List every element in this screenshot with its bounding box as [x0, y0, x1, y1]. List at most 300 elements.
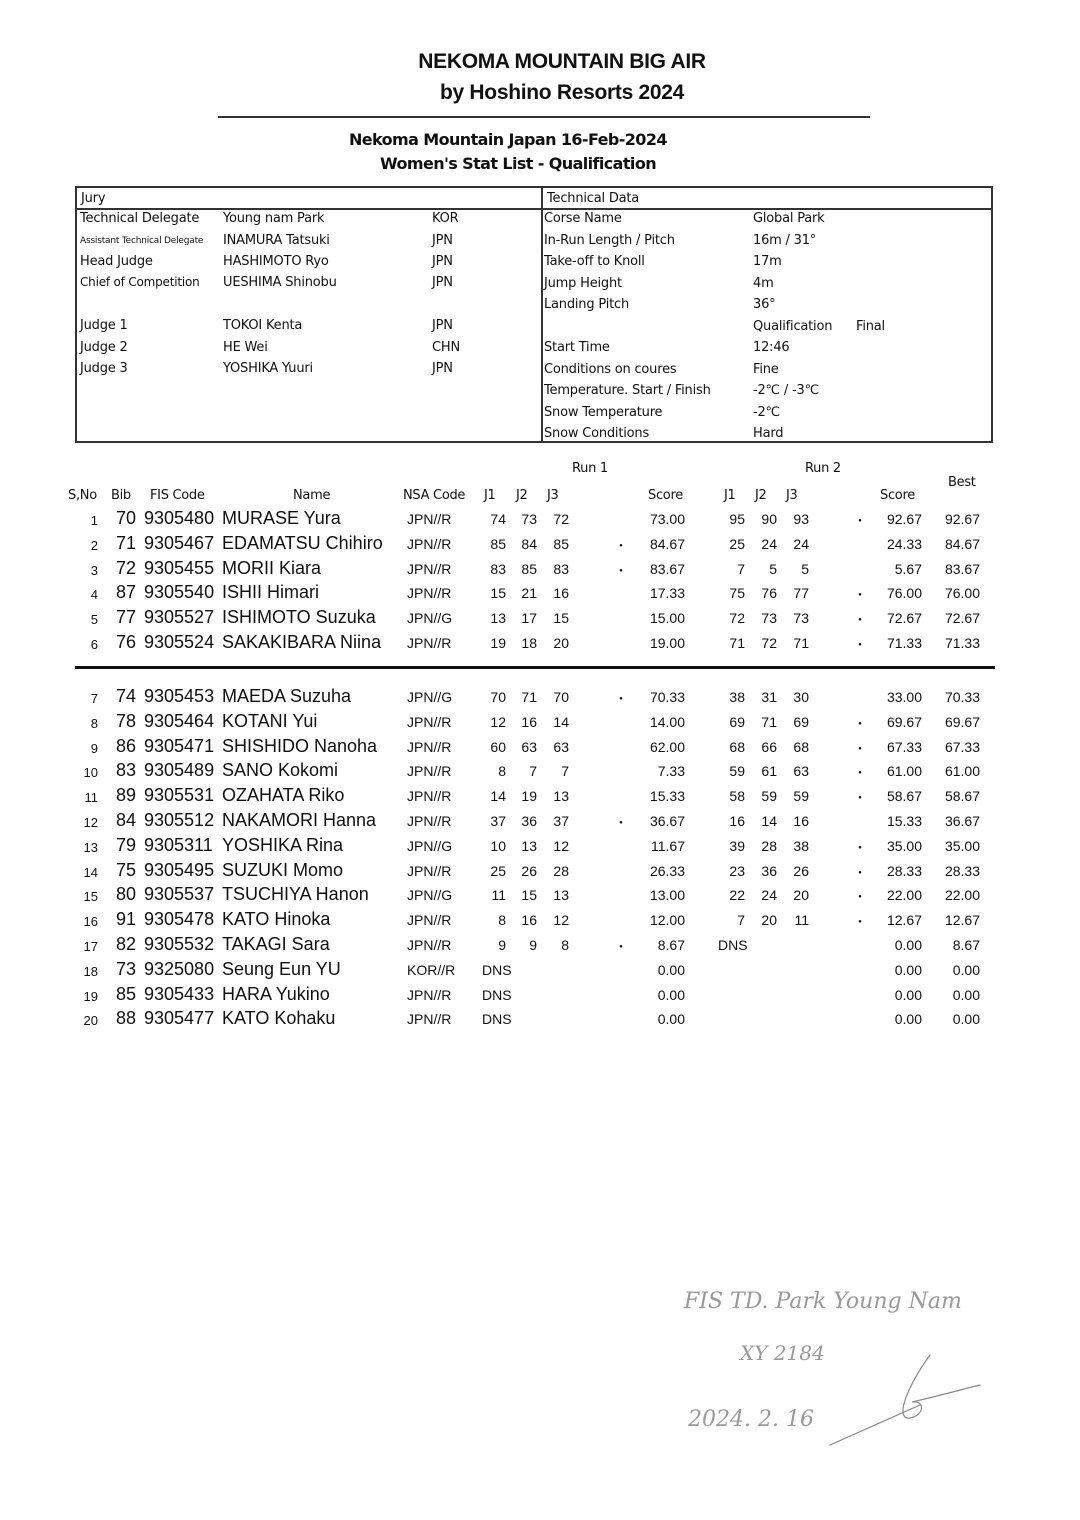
run2-judge-score: 68 [729, 738, 745, 755]
jury-member-nation: JPN [432, 233, 453, 248]
run1-judge-score: 11 [491, 887, 506, 904]
fis-code: 9305527 [144, 607, 215, 628]
bib-number: 75 [115, 859, 136, 880]
run2-judge-score: 71 [793, 635, 809, 651]
nsa-code: JPN//G [407, 689, 453, 705]
run2-score: 92.67 [886, 511, 922, 527]
run2-score: 0.00 [894, 961, 922, 978]
run2-score: 72.67 [886, 610, 922, 627]
athlete-name: YOSHIKA Rina [222, 834, 344, 855]
run2-judge-score: 71 [761, 713, 777, 730]
bib-number: 73 [115, 958, 136, 979]
result-row [0, 711, 1080, 735]
fis-code: 9305453 [144, 686, 215, 706]
run1-score: 19.00 [649, 635, 685, 651]
nsa-code: JPN//R [407, 763, 452, 780]
best-score: 84.67 [944, 535, 980, 552]
best-score: 35.00 [944, 837, 980, 854]
nsa-code: JPN//G [407, 610, 453, 627]
run1-header: Run 1 [572, 461, 608, 476]
run2-score: 76.00 [886, 585, 922, 602]
run2-judge-score: 63 [793, 763, 809, 780]
run2-judge-score: 71 [729, 635, 745, 651]
run2-judge-score: 58 [729, 788, 745, 805]
run2-judge-score: 95 [729, 511, 745, 527]
bib-number: 70 [115, 508, 136, 528]
run2-judge-score: 20 [761, 912, 777, 929]
col-r1-j1: J1 [484, 488, 496, 503]
run2-judge-score: 16 [793, 813, 809, 829]
start-number: 12 [83, 815, 98, 830]
run2-judge-score: 69 [793, 713, 809, 730]
nsa-code: JPN//G [407, 887, 453, 904]
fis-code: 9305495 [144, 859, 215, 880]
best-score: 67.33 [944, 738, 980, 755]
result-row [0, 582, 1080, 606]
handwritten-signature [680, 1280, 1040, 1460]
run2-score: 69.67 [886, 713, 922, 730]
bib-number: 72 [115, 557, 136, 578]
run2-header: Run 2 [805, 461, 841, 476]
run1-judge-score: 37 [553, 813, 569, 829]
run1-score: 62.00 [649, 738, 685, 755]
start-number: 20 [83, 1013, 98, 1029]
run2-judge-score: 68 [793, 738, 809, 755]
jury-member-name: TOKOI Kenta [223, 318, 303, 333]
run1-score: 15.33 [649, 788, 685, 805]
result-row [0, 1008, 1080, 1032]
fis-code: 9305540 [144, 582, 215, 603]
athlete-name: KOTANI Yui [222, 710, 318, 731]
result-row [0, 810, 1080, 834]
best-score: 92.67 [944, 511, 980, 527]
signature-scribble [903, 1355, 980, 1418]
run1-judge-score: 17 [521, 610, 537, 627]
run2-score: 0.00 [894, 986, 922, 1003]
nsa-code: JPN//R [407, 937, 452, 953]
start-number: 17 [83, 939, 98, 954]
run1-score: 17.33 [649, 585, 685, 602]
fis-code: 9305489 [144, 760, 215, 781]
run2-judge-score: 66 [761, 738, 777, 755]
run1-judge-score: 12 [553, 837, 569, 854]
start-number: 4 [90, 587, 98, 603]
run2-best-marker: ･ [856, 612, 864, 629]
start-number: 15 [83, 889, 98, 905]
technical-label: Jump Height [544, 275, 622, 291]
best-score: 0.00 [952, 986, 980, 1003]
col-r1-j2: J2 [516, 488, 528, 503]
run2-best-marker: ･ [856, 889, 864, 906]
athlete-name: KATO Hinoka [222, 909, 331, 930]
run1-judge-score: 73 [521, 511, 537, 527]
run2-judge-score: 7 [737, 560, 745, 577]
fis-code: 9305537 [144, 884, 215, 905]
run2-judge-score: 7 [737, 912, 745, 929]
run1-judge-score: 16 [521, 912, 537, 929]
technical-value: 12:46 [753, 340, 790, 355]
run2-judge-score: 36 [761, 862, 777, 879]
run1-score: 0.00 [657, 986, 685, 1003]
nsa-code: JPN//R [407, 713, 452, 730]
info-box [75, 186, 993, 443]
jury-heading: Jury [81, 191, 106, 206]
technical-value: 36° [753, 297, 776, 312]
result-row [0, 632, 1080, 656]
nsa-code: JPN//R [407, 535, 452, 552]
athlete-name: MAEDA Suzuha [222, 686, 352, 706]
bib-number: 87 [115, 582, 136, 603]
event-title: NEKOMA MOUNTAIN BIG AIR [418, 50, 706, 73]
result-row [0, 959, 1080, 983]
run2-judge-score: 26 [793, 862, 809, 879]
technical-value-extra: Final [856, 318, 885, 334]
result-row [0, 884, 1080, 908]
run2-judge-score: 24 [761, 535, 777, 552]
run1-best-marker: ･ [617, 691, 625, 707]
col-r1-j3: J3 [547, 488, 559, 503]
best-score: 28.33 [944, 862, 980, 879]
fis-code: 9305455 [144, 557, 215, 578]
result-row [0, 909, 1080, 933]
run1-judge-score: 60 [490, 738, 506, 755]
result-row [0, 607, 1080, 631]
best-score: 61.00 [944, 763, 980, 780]
run1-judge-score: 63 [553, 738, 569, 755]
athlete-name: TSUCHIYA Hanon [222, 884, 369, 905]
run2-best-marker: ･ [856, 637, 864, 653]
fis-code: 9305532 [144, 934, 215, 954]
technical-value: 4m [753, 275, 774, 291]
run1-score: 8.67 [657, 937, 685, 953]
run2-judge-score: 11 [794, 912, 809, 929]
run1-score: 11.67 [651, 837, 685, 854]
run2-score: 58.67 [886, 788, 922, 805]
fis-code: 9305471 [144, 735, 215, 756]
technical-label: Temperature. Start / Finish [544, 383, 711, 398]
run1-judge-score: 13 [553, 788, 569, 805]
run1-judge-score: 63 [521, 738, 537, 755]
fis-code: 9305477 [144, 1008, 215, 1029]
technical-value: Qualification [753, 318, 833, 334]
run1-judge-score: 74 [490, 511, 506, 527]
run1-judge-score: 13 [521, 837, 537, 854]
start-number: 6 [90, 637, 98, 652]
jury-member-nation: JPN [432, 275, 453, 290]
technical-label: Snow Temperature [544, 404, 663, 420]
signature-line-3: 2024. 2. 16 [688, 1407, 814, 1432]
fis-code: 9305433 [144, 983, 215, 1004]
bib-number: 89 [115, 785, 136, 806]
run1-judge-score: 83 [490, 560, 506, 577]
run1-judge-score: 70 [553, 689, 569, 705]
run1-judge-score: 83 [553, 560, 569, 577]
start-number: 7 [90, 691, 98, 706]
run2-judge-score: 73 [793, 610, 809, 627]
bib-number: 88 [115, 1008, 136, 1029]
run2-judge-score: 5 [801, 560, 809, 577]
bib-number: 84 [115, 810, 136, 830]
fis-code: 9305531 [144, 785, 215, 806]
nsa-code: JPN//R [407, 1011, 452, 1028]
run1-score: 84.67 [649, 535, 685, 552]
run2-best-marker: ･ [856, 790, 864, 807]
run1-judge-score: 7 [561, 763, 569, 780]
technical-label: Landing Pitch [544, 297, 629, 312]
signature-stroke [830, 1405, 920, 1445]
technical-label: Conditions on coures [544, 361, 677, 377]
athlete-name: HARA Yukino [222, 983, 330, 1004]
run1-judge-score: 84 [521, 535, 537, 552]
athlete-name: ISHII Himari [222, 582, 320, 603]
best-score: 72.67 [944, 610, 980, 627]
bib-number: 86 [115, 735, 136, 756]
run2-best-marker: ･ [856, 587, 864, 604]
info-column-divider [541, 188, 543, 441]
run1-judge-score: 8 [498, 763, 506, 780]
run1-score: 36.67 [649, 813, 685, 829]
jury-member-nation: KOR [432, 211, 459, 226]
jury-member-nation: JPN [432, 361, 453, 376]
run2-score: 22.00 [886, 887, 922, 904]
run1-score: 73.00 [649, 511, 685, 527]
run1-judge-score: 72 [553, 511, 569, 527]
run1-judge-score: 14 [553, 713, 569, 730]
jury-member-name: YOSHIKA Yuuri [223, 361, 313, 376]
run1-judge-score: 37 [490, 813, 506, 829]
best-score: 58.67 [944, 788, 980, 805]
run2-judge-score: 73 [761, 610, 777, 627]
run1-best-marker: ･ [617, 815, 625, 831]
run2-judge-score: 93 [793, 511, 809, 527]
run2-score: 0.00 [894, 937, 922, 953]
best-score: 69.67 [944, 713, 980, 730]
start-number: 2 [90, 537, 98, 553]
start-number: 5 [90, 612, 98, 628]
run2-judge-score: 24 [793, 535, 809, 552]
athlete-name: MORII Kiara [222, 557, 322, 578]
run1-best-marker: ･ [617, 537, 625, 554]
run2-judge-score: 38 [793, 837, 809, 854]
nsa-code: JPN//G [407, 837, 453, 854]
run1-judge-score: 28 [553, 862, 569, 879]
technical-value: Fine [753, 361, 779, 377]
run1-score: 7.33 [657, 763, 685, 780]
best-score: 0.00 [952, 961, 980, 978]
best-score: 36.67 [944, 813, 980, 829]
result-row [0, 785, 1080, 809]
run1-judge-score: 9 [498, 937, 506, 953]
col-r2-j1: J1 [724, 488, 736, 503]
col-best: Best [948, 475, 976, 490]
run1-judge-score: 16 [521, 713, 537, 730]
run2-judge-score: 75 [729, 585, 745, 602]
run1-judge-score: 21 [521, 585, 537, 602]
nsa-code: JPN//R [407, 635, 452, 651]
run1-judge-score: 85 [490, 535, 506, 552]
jury-member-nation: CHN [432, 340, 460, 355]
run2-best-marker: ･ [856, 740, 864, 757]
run1-score: 13.00 [649, 887, 685, 904]
run1-judge-score: 14 [490, 788, 506, 805]
info-header-divider [77, 208, 991, 210]
result-row [0, 558, 1080, 582]
technical-heading: Technical Data [547, 191, 640, 206]
technical-value: 16m / 31° [753, 232, 817, 248]
run2-judge-score: 14 [761, 813, 777, 829]
run1-best-marker: ･ [617, 562, 625, 579]
jury-role: Judge 2 [80, 340, 128, 355]
start-number: 1 [90, 513, 98, 528]
bib-number: 71 [115, 532, 136, 553]
run2-score: 35.00 [886, 837, 922, 854]
jury-role: Judge 3 [80, 361, 128, 376]
run1-score: 12.00 [649, 912, 685, 929]
run1-judge-score: 16 [553, 585, 569, 602]
col-bib: Bib [111, 488, 131, 503]
athlete-name: Seung Eun YU [222, 958, 341, 979]
run1-judge-score: 70 [490, 689, 506, 705]
run1-judge-score: 18 [521, 635, 537, 651]
technical-label: Snow Conditions [544, 426, 650, 441]
run1-judge-score: 8 [498, 912, 506, 929]
result-row [0, 934, 1080, 958]
run1-judge-score: 9 [529, 937, 537, 953]
best-score: 83.67 [944, 560, 980, 577]
result-row [0, 508, 1080, 532]
signature-line-1: FIS TD. Park Young Nam [684, 1289, 962, 1314]
run1-best-marker: ･ [617, 939, 625, 955]
result-row [0, 736, 1080, 760]
col-r2-j3: J3 [786, 488, 798, 503]
run2-judge-score: 23 [729, 862, 745, 879]
qualification-cut-line [75, 666, 995, 669]
technical-value: 17m [753, 254, 782, 269]
event-sponsor-title: by Hoshino Resorts 2024 [439, 81, 684, 104]
run1-judge-score: 10 [490, 837, 506, 854]
nsa-code: JPN//R [407, 788, 452, 805]
athlete-name: KATO Kohaku [222, 1008, 336, 1029]
jury-member-name: INAMURA Tatsuki [223, 233, 330, 248]
nsa-code: JPN//R [407, 912, 452, 929]
run1-judge-score: 12 [553, 912, 569, 929]
run2-judge-score: 72 [729, 610, 745, 627]
run2-judge-score: 22 [729, 887, 745, 904]
jury-member-name: Young nam Park [223, 211, 325, 226]
start-number: 16 [83, 914, 98, 930]
signature-line-2: XY 2184 [740, 1341, 825, 1365]
athlete-name: SAKAKIBARA Niina [222, 632, 382, 652]
run2-judge-score: 38 [729, 689, 745, 705]
run2-judge-score: DNS [718, 937, 748, 953]
run2-judge-score: 69 [729, 713, 745, 730]
run2-best-marker: ･ [856, 864, 864, 881]
run1-score: 83.67 [649, 560, 685, 577]
fis-code: 9305480 [144, 508, 215, 528]
run1-score: 15.00 [649, 610, 685, 627]
run1-judge-score: DNS [482, 1011, 512, 1028]
run1-judge-score: 15 [521, 887, 537, 904]
bib-number: 91 [115, 909, 136, 930]
run1-score: 0.00 [657, 1011, 685, 1028]
athlete-name: SANO Kokomi [222, 760, 339, 781]
col-r1-score: Score [648, 488, 683, 503]
bib-number: 82 [115, 934, 136, 954]
technical-value: -2℃ / -3℃ [753, 383, 819, 398]
result-row [0, 835, 1080, 859]
bib-number: 79 [115, 834, 136, 855]
run2-judge-score: 31 [761, 689, 777, 705]
best-score: 76.00 [944, 585, 980, 602]
run1-judge-score: 19 [490, 635, 506, 651]
result-row [0, 984, 1080, 1008]
list-title: Women's Stat List - Qualification [380, 154, 656, 173]
athlete-name: OZAHATA Riko [222, 785, 345, 806]
technical-label: In-Run Length / Pitch [544, 232, 675, 248]
run1-score: 0.00 [657, 961, 685, 978]
run2-score: 0.00 [894, 1011, 922, 1028]
run2-score: 61.00 [886, 763, 922, 780]
nsa-code: JPN//R [407, 862, 452, 879]
athlete-name: SUZUKI Momo [222, 859, 344, 880]
run1-judge-score: DNS [482, 961, 512, 978]
run1-judge-score: 36 [521, 813, 537, 829]
col-nsa-code: NSA Code [403, 488, 466, 503]
result-row [0, 686, 1080, 710]
run2-judge-score: 39 [729, 837, 745, 854]
nsa-code: JPN//R [407, 738, 452, 755]
jury-member-name: UESHIMA Shinobu [223, 275, 337, 290]
run1-judge-score: 15 [553, 610, 569, 627]
athlete-name: NAKAMORI Hanna [222, 810, 377, 830]
jury-member-nation: JPN [432, 254, 453, 269]
start-number: 10 [83, 765, 98, 781]
run2-score: 67.33 [886, 738, 922, 755]
jury-role: Head Judge [80, 254, 153, 269]
run1-judge-score: 25 [490, 862, 506, 879]
run1-score: 70.33 [649, 689, 685, 705]
start-number: 11 [84, 790, 98, 806]
run2-score: 71.33 [886, 635, 922, 651]
best-score: 8.67 [952, 937, 980, 953]
athlete-name: MURASE Yura [222, 508, 341, 528]
fis-code: 9305478 [144, 909, 215, 930]
run2-score: 33.00 [886, 689, 922, 705]
run2-best-marker: ･ [856, 914, 864, 931]
col-name: Name [293, 488, 331, 503]
run1-score: 14.00 [649, 713, 685, 730]
run1-judge-score: 85 [521, 560, 537, 577]
athlete-name: EDAMATSU Chihiro [222, 532, 383, 553]
technical-value: Global Park [753, 211, 825, 226]
fis-code: 9305524 [144, 632, 215, 652]
start-number: 13 [83, 839, 98, 855]
best-score: 0.00 [952, 1011, 980, 1028]
technical-label: Corse Name [544, 211, 622, 226]
technical-value: -2℃ [753, 404, 780, 420]
nsa-code: KOR//R [407, 961, 456, 978]
nsa-code: JPN//R [407, 511, 452, 527]
run1-judge-score: 20 [553, 635, 569, 651]
bib-number: 76 [115, 632, 136, 652]
run2-judge-score: 59 [793, 788, 809, 805]
technical-label: Take-off to Knoll [544, 254, 645, 269]
run2-best-marker: ･ [856, 715, 864, 732]
nsa-code: JPN//R [407, 986, 452, 1003]
run2-judge-score: 76 [761, 585, 777, 602]
best-score: 22.00 [944, 887, 980, 904]
run1-judge-score: 8 [561, 937, 569, 953]
